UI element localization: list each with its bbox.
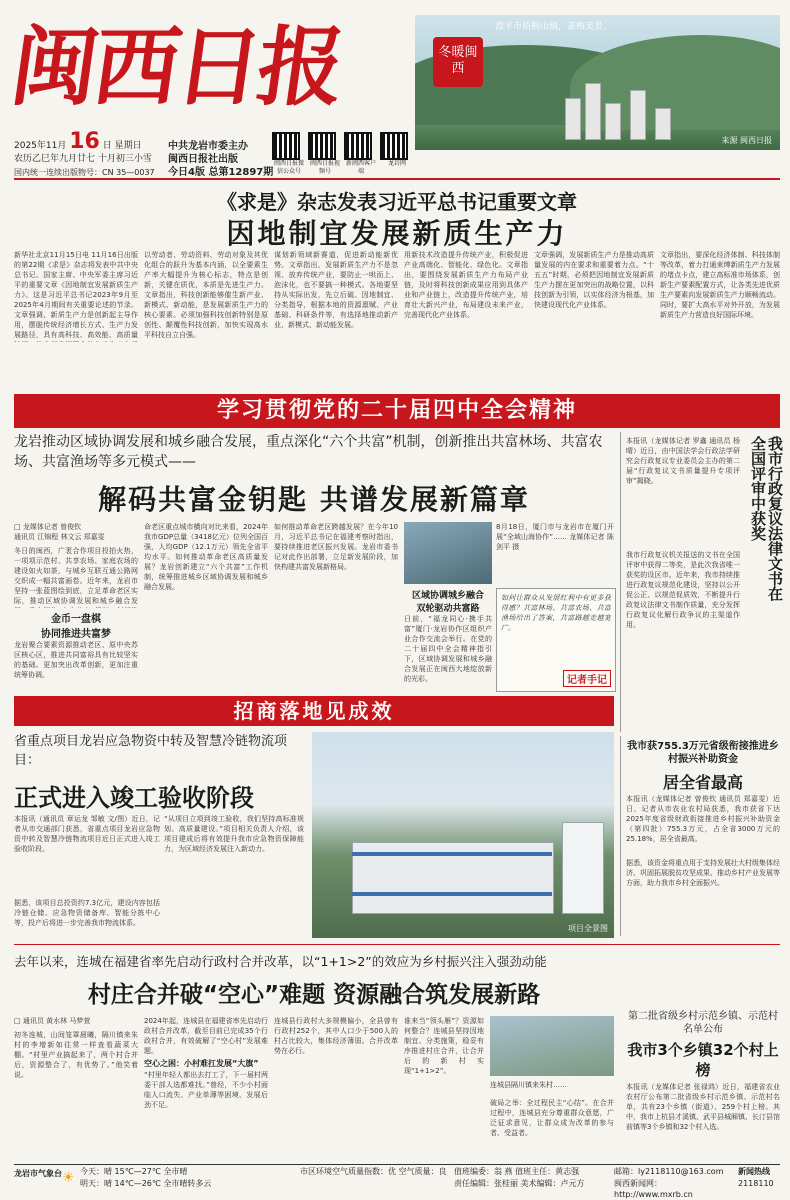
- s1-subhead-2: 区域协调城乡融合 双轮驱动共富路: [411, 591, 484, 614]
- s1-col-3: 如何推动革命老区跨越发展？在今年10月，习近平总书记在福建考察时指出，要持续推进老区振兴发展。龙岩市委书记对此作出部署，立足新发展阶段，加快构建共富发展新格局。: [274, 523, 398, 571]
- village-photo-caption: 连城县隔川镇来朱村……: [490, 1081, 567, 1089]
- section2-dek: 省重点项目龙岩应急物资中转及智慧冷链物流项目：: [14, 734, 288, 768]
- sidebar2-headline[interactable]: 居全省最高: [662, 773, 743, 792]
- lead-col-5: 文章强调，发展新质生产力是推动高质量发展的内在要求和重要着力点。“十五五”时期，必须把因地制宜发展新质生产力摆在更加突出的战略位置，以科技创新为引领，以实体经济为根基，加快建设现代化产业体系。: [534, 251, 654, 309]
- s3-col-1: 初冬连城，山间笼罩晨曦，隔川镇来朱村的李增新如往常一样查看蔬菜大棚。“村里产业搞起来了，两个村合并后，资源整合了，有优势了。”他笑着说。: [14, 1031, 138, 1079]
- s2-col-1b: 据悉，该项目总投资约7.3亿元，建设内容包括冷链仓储、应急物资储备库、智能分拣中心等，投产后将进一步完善我市物流体系。: [14, 899, 160, 927]
- lead-col-4: 用新技术改造提升传统产业，积极促进产业高端化、智能化、绿色化。文章指出，要围绕发展新质生产力布局产业链，及时将科技创新成果应用到具体产业和产业链上，改造提升传统产业，培育壮大新兴产业，布局建设未来产业，完善现代化产业体系。: [404, 251, 528, 319]
- lead-col-3: 谋划新领域新赛道，促进新动能新优势。文章指出，发展新质生产力不是忽视、放弃传统产业，要防止一哄而上、泡沫化，也不要搞一种模式。各地要坚持从实际出发，先立后破、因地制宜、分类指导，根据本地的资源禀赋、产业基础、科研条件等，有选择地推动新产业、新模式、新动能发展。: [274, 251, 398, 329]
- sun-icon: ☀: [62, 1170, 75, 1186]
- sidebar1-headline[interactable]: 我市行政复议法律文书在全国评审中获奖: [749, 436, 784, 601]
- qr-code[interactable]: 闽西日报微信公众号: [272, 132, 306, 180]
- sidebar3-headline[interactable]: 我市3个乡镇32个村上榜: [627, 1041, 779, 1079]
- section-band-investment: 招商落地见成效: [14, 696, 614, 726]
- column-divider: [620, 736, 621, 936]
- sidebar3-kicker: 第二批省级乡村示范乡镇、示范村名单公布: [628, 1011, 778, 1035]
- s1-col-1b: 龙岩聚合要素资源推动老区、原中央苏区核心区，推进共同富裕具有比较坚实的基础。更加突出改革创新，更加注重统筹协调。: [14, 641, 138, 679]
- hotline-number[interactable]: 2118110: [738, 1179, 774, 1188]
- s3-col-2b: “村里年轻人都出去打工了，下一届村两委干部人选都难找。”曾经，不少小村面临人口流失、产业单薄等困境，发展后劲不足。: [144, 1071, 268, 1109]
- reporter-note-box: [496, 588, 616, 692]
- lead-headline[interactable]: 因地制宜发展新质生产力: [226, 217, 568, 250]
- sidebar1-byline: 本报讯（龙媒体记者 罗鑫 通讯员 杨晴）近日，由中国法学会行政法学研究会行政复议专业委员会主办的第二届“行政复议文书质量提升专项评审”揭晓。: [626, 437, 740, 485]
- issue-publisher: 中共龙岩市委主办 闽西日报社出版 今日4版 总第12897期: [168, 141, 274, 178]
- section1-byline: □ 龙媒体记者 曾俊钦 通讯员 江锦程 林文云 郑嘉雯: [14, 523, 105, 541]
- banner-caption: 漳平市梧桐山镇，茶梅美景。: [495, 22, 613, 32]
- lead-col-6: 文章指出，要深化经济体制、科技体制等改革，着力打通束缚新质生产力发展的堵点卡点，建立高标准市场体系，创新生产要素配置方式，让各类先进优质生产要素向发展新质生产力顺畅流动。同时，要扩大高水平对外开放，为发展新质生产力营造良好国际环境。: [660, 251, 780, 319]
- s2-col-2: “从项目立项到竣工验收，我们坚持高标准规划、高质量建设。”项目相关负责人介绍，该项目建成后将有效提升我市应急物资保障能力，为区域经济发展注入新动力。: [164, 815, 304, 853]
- s3-col-4: 谁来当“领头雁”？资源如何整合？连城县坚持因地制宜、分类施策，稳妥有序推进村庄合并，让合并后的新村实现“1+1>2”。: [404, 1017, 484, 1075]
- s1-col-1: 冬日的闽西，广袤合作项目投拍火热，一项项示范村、共享农场、家庭农场的建设如火如荼，与城乡互联互通公路网交织成一幅共富画卷。近年来，龙岩市坚持一张蓝图绘到底，立足革命老区实际，推动区域协调发展和城乡融合发: [14, 547, 138, 605]
- news-website[interactable]: 闽西新闻网：http://www.mxrb.cn: [614, 1179, 693, 1199]
- issue-info: 2025年11月 16 日 星期日 农历乙巳年九月廿七 十月初三小雪 国内统一连续出版物号：CN 35—0037: [14, 135, 164, 179]
- warehouse-photo-label: 项目全景图: [568, 924, 608, 933]
- s3-col-3: 连城县行政村大多规模偏小，全县曾有行政村252个，其中人口少于500人的村占比较大，集体经济薄弱。合并改革势在必行。: [274, 1017, 398, 1055]
- masthead-title: 闽西日报: [4, 17, 348, 118]
- hotline-label: 新闻热线: [738, 1167, 770, 1176]
- qr-code-strip: [272, 132, 412, 180]
- s1-col-2: 命老区重点城市横向对比来看，2024年我市GDP总量（3418亿元）位列全国百强，人均GDP（12.1万元）领先全省平均水平。如何推动革命老区高质量发展？龙岩创新建立“六个共富”工作机制，统筹推进城乡区域协调发展和城乡融合发展。: [144, 523, 268, 591]
- weather-today: 今天：晴 15℃—27℃ 全市晴: [80, 1167, 188, 1176]
- s3-col-5: 破局之举：全过程民主“心结”。在合并过程中，连城县充分尊重群众意愿，广泛征求意见，让群众成为改革的参与者、受益者。: [490, 1099, 614, 1137]
- sidebar2-body: 本报讯（龙媒体记者 曾俊钦 通讯员 郑嘉雯）近日，记者从市农业农村局获悉，我市获省下达2025年度省级财政衔接推进乡村振兴补助资金（第四批）755.3万元，占全省3000万元的25.18%，居全省最高。: [626, 795, 780, 843]
- section1-dek: 龙岩推动区域协调发展和城乡融合发展，重点深化“六个共富”机制，创新推出共富林场、共富农场、共富渔场等多元模式——: [14, 434, 603, 470]
- section3-headline[interactable]: 村庄合并破“空心”难题 资源融合筑发展新路: [87, 982, 541, 1008]
- lead-col-1: 新华社北京11月15日电 11月16日出版的第22期《求是》杂志将发表中共中央总书记、国家主席、中央军委主席习近平的重要文章《因地制宜发展新质生产力》。这是习近平总书记2023年9月至2025年4月期间有关重要论述的节录。文章强调，新质生产力是创新起主导作用，摆脱传统经济增长方式、生产力发展路径，具有高科技、高效能、高质量: [14, 251, 138, 339]
- s1-subhead-1: 金币一盘棋 协同推进共富梦: [41, 614, 111, 640]
- warehouse-photo: [312, 732, 614, 938]
- winter-seal: 冬暖闽西: [433, 37, 483, 87]
- weather-tomorrow: 明天：晴 14℃—26℃ 全市晴转多云: [80, 1179, 212, 1188]
- s3-subhead: 空心之困：小村难扛发展“大旗”: [144, 1059, 259, 1068]
- reporter-note-text: 如何让群众从发展红利中有更多获得感？共富林场、共富农场、共富渔场给出了答案，共富路越走越宽广。: [501, 594, 611, 632]
- s1-photo: [404, 522, 492, 584]
- air-quality: 市区环境空气质量指数：优 空气质量：良: [300, 1167, 447, 1176]
- qr-code[interactable]: 闽西日报视频号: [308, 132, 342, 180]
- village-photo: [490, 1016, 614, 1076]
- section3-byline: □ 通讯员 黄水林 马梦萱: [14, 1017, 91, 1025]
- section1-headline[interactable]: 解码共富金钥匙 共谱发展新篇章: [98, 483, 530, 516]
- contact-email[interactable]: 邮箱：ly2118110@163.com: [614, 1167, 724, 1176]
- issue-serial: 国内统一连续出版物号：CN 35—0037: [14, 168, 155, 177]
- sidebar3-body: 本报讯（龙媒体记者 张禄鸿）近日，福建省农业农村厅公布第二批省级乡村示范乡镇、示范村名单，共有23个乡镇（街道）、259个村上榜。其中，我市上杭县才溪镇、武平县城厢镇、长汀县馆前镇等3个乡镇和32个村入选。: [626, 1083, 780, 1131]
- masthead-rule: [14, 178, 780, 180]
- section3-dek: 去年以来，连城在福建省率先启动行政村合并改革，以“1+1>2”的效应为乡村振兴注入强劲动能: [14, 954, 547, 969]
- qr-code[interactable]: 新闽西客户端: [344, 132, 378, 180]
- banner-credit: 来源 闽西日报: [721, 136, 772, 145]
- issue-day: 16: [69, 129, 100, 154]
- sidebar2-body-2: 据悉，该资金将重点用于支持发展壮大村级集体经济、巩固拓展脱贫攻坚成果、推动乡村产业发展等方面，助力我市乡村全面振兴。: [626, 859, 780, 887]
- reporter-note-label: 记者手记: [563, 670, 611, 687]
- qr-code[interactable]: 龙岩网: [380, 132, 414, 180]
- responsible-editor: 责任编辑：张桂丽 美术编辑：卢元方: [454, 1179, 585, 1188]
- issue-lunar: 农历乙巳年九月廿七 十月初三小雪: [14, 154, 152, 164]
- masthead-banner-photo: [415, 15, 780, 150]
- sidebar1-body: 我市行政复议机关报送的文书在全国评审中获得二等奖，是此次我省唯一获奖的设区市。近年来，我市持续推进行政复议规范化建设，坚持以公开促公正、以规范促质效，不断提升行政复议法律文书制作质量，充分发挥行政复议化解行政争议的主渠道作用。: [626, 551, 740, 629]
- footer-rule: [14, 1164, 780, 1165]
- s1-photo-caption: 8月18日，厦门市与龙岩市在厦门开展“全域山海协作”…… 龙媒体记者 陈剑平 摄: [496, 523, 614, 551]
- s1-col-4: 日前，“福龙同心·携手共富”厦门·龙岩协作区组织产业合作交流会举行。在党的二十届四中全会精神指引下，区域协调发展和城乡融合发展正在闽西大地绽放新的光彩。: [404, 615, 492, 683]
- sidebar2-kicker: 我市获755.3万元省级衔接推进乡村振兴补助资金: [627, 741, 779, 765]
- column-divider: [620, 432, 621, 732]
- weather-station: 龙岩市气象台: [14, 1169, 62, 1178]
- lead-kicker: 《求是》杂志发表习近平总书记重要文章: [217, 190, 577, 214]
- s2-col-1: 本报讯（通讯员 章运龙 邹敏 文/图）近日，记者从市交通部门获悉，省重点项目龙岩应急物资中转及智慧冷链物流项目近日正式进入竣工验收阶段。: [14, 815, 160, 853]
- section-rule: [14, 944, 780, 945]
- duty-editor: 值班编委：翁 燕 值班主任：黄志强: [454, 1167, 580, 1176]
- section2-headline[interactable]: 正式进入竣工验收阶段: [14, 784, 254, 812]
- section-band-study: 学习贯彻党的二十届四中全会精神: [14, 394, 780, 428]
- s3-col-2a: 2024年起，连城县在福建省率先启动行政村合并改革，截至目前已完成35个行政村合并，有效破解了“空心村”发展难题。: [144, 1017, 268, 1055]
- lead-col-2: 以劳动者、劳动资料、劳动对象及其优化组合的跃升为基本内涵，以全要素生产率大幅提升为核心标志，特点是创新，关键在质优，本质是先进生产力。文章指出，科技创新能够催生新产业、新模式、新动能，是发展新质生产力的核心要素。必须加强科技创新特别是原创性、颠覆性科技创新，加快实现高水平科技自立自强。: [144, 251, 268, 339]
